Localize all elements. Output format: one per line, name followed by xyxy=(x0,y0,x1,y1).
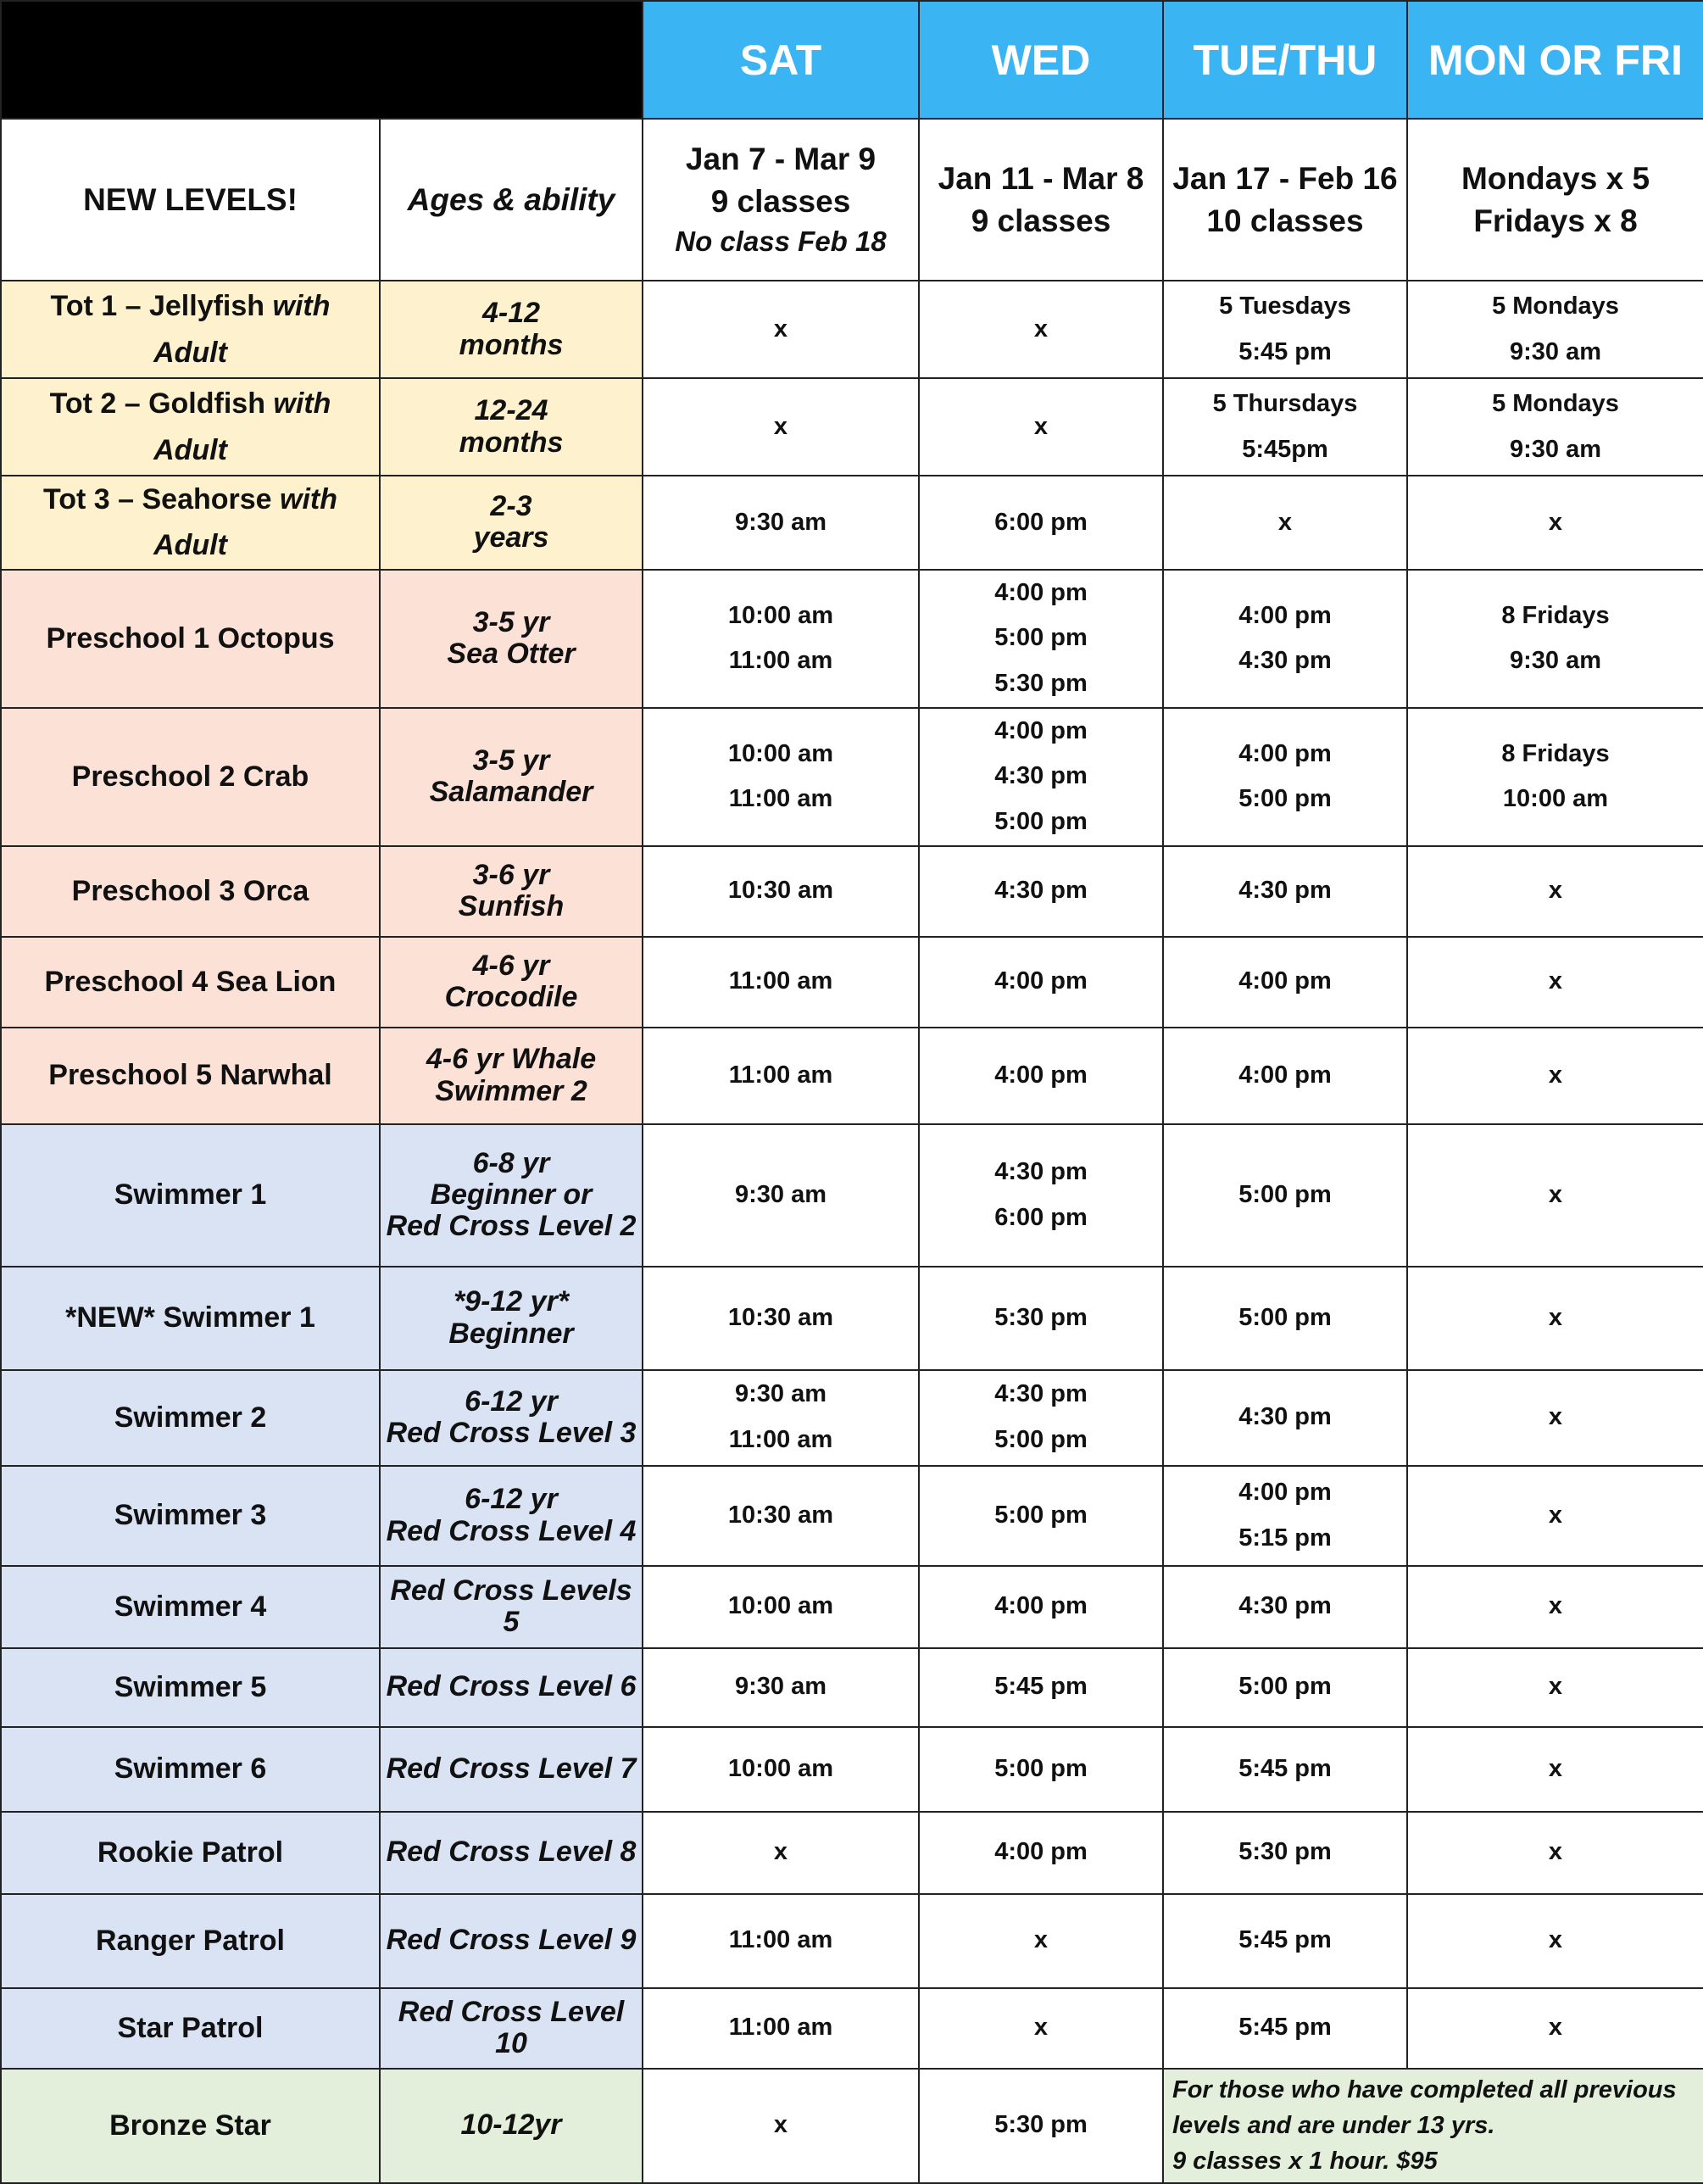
time-value: 4:00 pm xyxy=(994,578,1088,606)
ages-line: Sunfish xyxy=(458,890,565,923)
time-value: 11:00 am xyxy=(728,2014,833,2042)
header-blank-cell xyxy=(1,1,643,119)
session-wed-count: 9 classes xyxy=(971,203,1111,238)
table-row xyxy=(1,846,1703,937)
level-name: Swimmer 4 xyxy=(1,1566,380,1648)
time-sat xyxy=(643,1124,919,1267)
ages-line: Red Cross Level 6 xyxy=(386,1670,637,1703)
time-value: 10:00 am xyxy=(727,1592,834,1620)
ages-ability xyxy=(380,708,643,846)
level-adult-text: Adult xyxy=(153,336,227,369)
ages-ability xyxy=(380,1566,643,1648)
table-row xyxy=(1,1124,1703,1267)
table-row xyxy=(1,937,1703,1028)
session-monfri-mondays: Mondays x 5 xyxy=(1461,160,1650,196)
time-value: x xyxy=(1548,1180,1563,1208)
time-wed xyxy=(919,1370,1163,1466)
level-name: Swimmer 3 xyxy=(1,1466,380,1566)
table-row xyxy=(1,1648,1703,1727)
ages-ability xyxy=(380,1028,643,1124)
time-value: x xyxy=(773,1838,788,1866)
time-tuethu xyxy=(1163,937,1407,1028)
time-tuethu xyxy=(1163,708,1407,846)
time-value: 5:30 pm xyxy=(994,2111,1088,2139)
time-value: 5:00 pm xyxy=(994,807,1088,835)
time-value: x xyxy=(1548,1501,1563,1529)
time-tuethu xyxy=(1163,378,1407,476)
time-value: 5 Tuesdays xyxy=(1219,292,1351,320)
table-row xyxy=(1,1466,1703,1566)
level-name: Swimmer 1 xyxy=(1,1124,380,1267)
time-sat xyxy=(643,281,919,378)
time-value: 5:00 pm xyxy=(994,624,1088,652)
time-value: 9:30 am xyxy=(734,1380,826,1408)
time-value: 5:45pm xyxy=(1242,435,1328,463)
ages-line: 4-6 yr xyxy=(472,949,550,982)
time-wed xyxy=(919,1566,1163,1648)
session-sat-note: No class Feb 18 xyxy=(675,226,887,258)
time-wed xyxy=(919,1648,1163,1727)
time-value: x xyxy=(1548,1754,1563,1782)
session-wed-dates: Jan 11 - Mar 8 xyxy=(938,160,1144,196)
level-name: Preschool 3 Orca xyxy=(1,846,380,937)
time-sat xyxy=(643,1370,919,1466)
time-tuethu xyxy=(1163,476,1407,570)
time-value: 5:30 pm xyxy=(1238,1838,1332,1866)
time-value: 11:00 am xyxy=(728,1061,833,1089)
note-line: For those who have completed all previous xyxy=(1172,2076,1677,2104)
ages-ability xyxy=(380,1267,643,1370)
level-name-text: Tot 1 – Jellyfish xyxy=(50,290,265,323)
ages-ability xyxy=(380,846,643,937)
time-value: 4:30 pm xyxy=(994,877,1088,905)
time-value: 10:00 am xyxy=(1502,785,1609,813)
session-sat-count: 9 classes xyxy=(710,184,851,220)
day-header-row xyxy=(1,1,1703,119)
ages-ability xyxy=(380,1124,643,1267)
time-tuethu xyxy=(1163,570,1407,708)
time-value: x xyxy=(773,2111,788,2139)
time-value: 4:00 pm xyxy=(1238,1478,1332,1506)
time-value: 8 Fridays xyxy=(1501,739,1610,767)
ages-line: 2-3 xyxy=(490,490,532,522)
level-name xyxy=(1,281,380,378)
time-value: x xyxy=(1033,412,1049,440)
time-value: x xyxy=(773,315,788,343)
time-value: x xyxy=(1033,2014,1049,2042)
ages-line: 6-12 yr xyxy=(465,1483,558,1516)
time-tuethu xyxy=(1163,1028,1407,1124)
time-sat xyxy=(643,1566,919,1648)
time-tuethu xyxy=(1163,1370,1407,1466)
time-wed xyxy=(919,1028,1163,1124)
time-value: 5:00 pm xyxy=(1238,1180,1332,1208)
ages-ability xyxy=(380,378,643,476)
time-monfri xyxy=(1407,846,1703,937)
level-name-line xyxy=(7,476,374,522)
ages-line: Salamander xyxy=(429,776,593,809)
time-wed xyxy=(919,281,1163,378)
time-sat xyxy=(643,1727,919,1812)
time-monfri xyxy=(1407,1988,1703,2069)
ages-ability xyxy=(380,570,643,708)
time-value: 4:00 pm xyxy=(994,1061,1088,1089)
time-value: 5:45 pm xyxy=(1238,1926,1332,1954)
table-row xyxy=(1,1812,1703,1894)
ages-line: months xyxy=(459,426,564,459)
level-name-text: Tot 2 – Goldfish xyxy=(49,387,265,421)
time-value: 4:30 pm xyxy=(994,1157,1088,1185)
time-wed xyxy=(919,378,1163,476)
time-wed xyxy=(919,1124,1163,1267)
time-value: x xyxy=(1548,877,1563,905)
session-monfri-fridays: Fridays x 8 xyxy=(1473,203,1638,238)
level-name: Swimmer 5 xyxy=(1,1648,380,1727)
time-wed xyxy=(919,1894,1163,1988)
ages-line: 10-12yr xyxy=(460,2109,562,2142)
bronze-star-note xyxy=(1163,2069,1703,2183)
time-wed xyxy=(919,1466,1163,1566)
time-value: 10:30 am xyxy=(727,1303,834,1331)
time-value: 4:00 pm xyxy=(994,1592,1088,1620)
ages-ability xyxy=(380,1466,643,1566)
time-sat xyxy=(643,937,919,1028)
table-row xyxy=(1,1566,1703,1648)
time-value: 4:00 pm xyxy=(994,716,1088,744)
day-header-sat: SAT xyxy=(643,1,919,119)
time-monfri xyxy=(1407,570,1703,708)
ages-line: Red Cross Level 4 xyxy=(386,1514,637,1547)
time-value: 11:00 am xyxy=(728,647,833,675)
table-row xyxy=(1,281,1703,378)
session-info-row xyxy=(1,119,1703,281)
time-value: 4:00 pm xyxy=(994,967,1088,995)
time-wed xyxy=(919,1988,1163,2069)
time-value: 5:00 pm xyxy=(1238,1303,1332,1331)
time-value: 9:30 am xyxy=(1509,647,1601,675)
time-value: 10:00 am xyxy=(727,1754,834,1782)
level-with-text: with xyxy=(272,290,331,323)
ages-ability xyxy=(380,476,643,570)
time-value: 5:00 pm xyxy=(994,1426,1088,1454)
time-tuethu xyxy=(1163,1124,1407,1267)
ages-line: Sea Otter xyxy=(447,638,576,671)
time-value: 11:00 am xyxy=(728,967,833,995)
ages-line: Red Cross Level 2 xyxy=(386,1210,637,1243)
time-value: x xyxy=(1548,1061,1563,1089)
time-value: 5:00 pm xyxy=(1238,785,1332,813)
time-tuethu xyxy=(1163,1466,1407,1566)
ages-ability xyxy=(380,1894,643,1988)
time-monfri xyxy=(1407,937,1703,1028)
time-value: x xyxy=(1033,315,1049,343)
ages-line: 12-24 xyxy=(474,394,548,427)
table-row xyxy=(1,378,1703,476)
ages-line: Red Cross Levels 5 xyxy=(390,1574,632,1639)
time-wed xyxy=(919,708,1163,846)
level-column-heading: NEW LEVELS! xyxy=(1,119,380,281)
time-value: 10:00 am xyxy=(727,601,834,629)
time-value: x xyxy=(1033,1926,1049,1954)
time-value: 6:00 pm xyxy=(994,1203,1088,1231)
ages-line: 3-6 yr xyxy=(472,858,550,891)
ages-line: 6-12 yr xyxy=(465,1384,558,1418)
time-wed xyxy=(919,570,1163,708)
ages-ability xyxy=(380,1727,643,1812)
time-value: x xyxy=(1548,1403,1563,1431)
session-sat-dates: Jan 7 - Mar 9 xyxy=(685,142,877,177)
time-value: 5:30 pm xyxy=(994,670,1088,698)
session-wed xyxy=(919,119,1163,281)
time-value: x xyxy=(1548,1673,1563,1701)
time-tuethu xyxy=(1163,1894,1407,1988)
table-row xyxy=(1,1988,1703,2069)
note-line: levels and are under 13 yrs. xyxy=(1172,2112,1495,2140)
time-value: 4:00 pm xyxy=(1238,739,1332,767)
time-value: x xyxy=(1548,1592,1563,1620)
table-row xyxy=(1,1028,1703,1124)
session-tuethu-dates: Jan 17 - Feb 16 xyxy=(1172,160,1398,196)
ages-ability xyxy=(380,281,643,378)
table-row xyxy=(1,1727,1703,1812)
time-value: 4:30 pm xyxy=(1238,647,1332,675)
ages-line: Red Cross Level 3 xyxy=(386,1417,637,1450)
time-monfri xyxy=(1407,1028,1703,1124)
session-tuethu xyxy=(1163,119,1407,281)
ages-line: 3-5 yr xyxy=(472,605,550,638)
level-name: Preschool 1 Octopus xyxy=(1,570,380,708)
time-value: 5:15 pm xyxy=(1238,1524,1332,1552)
time-tuethu xyxy=(1163,1648,1407,1727)
ages-line: Swimmer 2 xyxy=(435,1074,587,1107)
time-value: x xyxy=(1548,2014,1563,2042)
level-with-text: with xyxy=(280,483,337,515)
level-name xyxy=(1,378,380,476)
level-name: Swimmer 2 xyxy=(1,1370,380,1466)
ages-ability xyxy=(380,2069,643,2183)
time-value: 4:30 pm xyxy=(1238,1592,1332,1620)
time-value: 5:45 pm xyxy=(1238,337,1332,365)
time-sat xyxy=(643,1812,919,1894)
time-value: 5:45 pm xyxy=(1238,1754,1332,1782)
table-row xyxy=(1,1370,1703,1466)
time-value: 11:00 am xyxy=(728,1926,833,1954)
time-value: x xyxy=(1277,508,1293,536)
time-sat xyxy=(643,1648,919,1727)
time-value: 4:00 pm xyxy=(1238,967,1332,995)
level-name-line xyxy=(7,381,374,426)
time-value: 8 Fridays xyxy=(1501,601,1610,629)
level-name: Swimmer 6 xyxy=(1,1727,380,1812)
table-row xyxy=(1,708,1703,846)
time-value: 11:00 am xyxy=(728,1426,833,1454)
time-tuethu xyxy=(1163,846,1407,937)
time-monfri xyxy=(1407,1124,1703,1267)
time-value: 5 Mondays xyxy=(1492,292,1619,320)
time-tuethu xyxy=(1163,1727,1407,1812)
time-wed xyxy=(919,846,1163,937)
level-name-line xyxy=(7,283,374,329)
time-sat xyxy=(643,1028,919,1124)
session-sat xyxy=(643,119,919,281)
ages-line: Red Cross Level 8 xyxy=(386,1836,637,1869)
time-wed xyxy=(919,1812,1163,1894)
level-adult-text: Adult xyxy=(153,529,227,562)
time-value: 9:30 am xyxy=(1509,337,1601,365)
level-name: Preschool 2 Crab xyxy=(1,708,380,846)
note-line: 9 classes x 1 hour. $95 xyxy=(1172,2148,1438,2176)
time-value: x xyxy=(1548,1838,1563,1866)
time-value: 9:30 am xyxy=(734,1180,826,1208)
day-header-wed: WED xyxy=(919,1,1163,119)
level-name: Preschool 4 Sea Lion xyxy=(1,937,380,1028)
time-value: 9:30 am xyxy=(1509,435,1601,463)
day-header-monfri: MON OR FRI xyxy=(1407,1,1703,119)
time-monfri xyxy=(1407,1812,1703,1894)
time-monfri xyxy=(1407,1894,1703,1988)
time-sat xyxy=(643,1466,919,1566)
time-value: 5:45 pm xyxy=(1238,2014,1332,2042)
ages-ability xyxy=(380,1370,643,1466)
time-sat xyxy=(643,570,919,708)
time-monfri xyxy=(1407,476,1703,570)
time-tuethu xyxy=(1163,1267,1407,1370)
time-value: 9:30 am xyxy=(734,508,826,536)
time-value: 5:30 pm xyxy=(994,1303,1088,1331)
time-monfri xyxy=(1407,1648,1703,1727)
time-wed xyxy=(919,1267,1163,1370)
time-wed xyxy=(919,2069,1163,2183)
time-value: 10:30 am xyxy=(727,1501,834,1529)
table-row xyxy=(1,1894,1703,1988)
time-monfri xyxy=(1407,281,1703,378)
day-header-tuethu: TUE/THU xyxy=(1163,1,1407,119)
time-tuethu xyxy=(1163,1566,1407,1648)
time-monfri xyxy=(1407,1466,1703,1566)
ages-line: Red Cross Level 7 xyxy=(386,1752,637,1785)
time-value: 5:00 pm xyxy=(1238,1673,1332,1701)
time-value: 4:30 pm xyxy=(1238,1403,1332,1431)
session-monfri xyxy=(1407,119,1703,281)
time-value: x xyxy=(1548,1303,1563,1331)
time-sat xyxy=(643,2069,919,2183)
ages-line: 4-6 yr Whale xyxy=(426,1043,597,1076)
table-row xyxy=(1,570,1703,708)
table-row xyxy=(1,476,1703,570)
time-value: 4:00 pm xyxy=(1238,601,1332,629)
time-tuethu xyxy=(1163,281,1407,378)
level-name: Preschool 5 Narwhal xyxy=(1,1028,380,1124)
time-value: 4:30 pm xyxy=(994,1380,1088,1408)
time-value: x xyxy=(1548,1926,1563,1954)
ages-ability xyxy=(380,1648,643,1727)
ages-line: Crocodile xyxy=(444,981,578,1014)
time-value: 9:30 am xyxy=(734,1673,826,1701)
time-value: 4:30 pm xyxy=(1238,877,1332,905)
time-monfri xyxy=(1407,378,1703,476)
level-adult-text: Adult xyxy=(153,433,227,466)
ages-line: *9-12 yr* xyxy=(453,1285,570,1318)
time-monfri xyxy=(1407,1566,1703,1648)
time-sat xyxy=(643,708,919,846)
time-value: x xyxy=(773,412,788,440)
level-name: Star Patrol xyxy=(1,1988,380,2069)
level-with-text: with xyxy=(273,387,331,421)
session-tuethu-count: 10 classes xyxy=(1206,203,1364,238)
level-name: *NEW* Swimmer 1 xyxy=(1,1267,380,1370)
ages-ability xyxy=(380,937,643,1028)
table-row xyxy=(1,2069,1703,2183)
time-monfri xyxy=(1407,1727,1703,1812)
time-value: 5 Thursdays xyxy=(1212,389,1358,417)
time-value: 5:00 pm xyxy=(994,1501,1088,1529)
time-sat xyxy=(643,1988,919,2069)
ages-line: Red Cross Level 9 xyxy=(386,1924,637,1957)
time-value: 5 Mondays xyxy=(1492,389,1619,417)
level-name: Ranger Patrol xyxy=(1,1894,380,1988)
time-value: x xyxy=(1548,967,1563,995)
ages-line: 3-5 yr xyxy=(472,744,550,777)
time-tuethu xyxy=(1163,1812,1407,1894)
time-monfri xyxy=(1407,1267,1703,1370)
time-sat xyxy=(643,846,919,937)
time-monfri xyxy=(1407,1370,1703,1466)
time-monfri xyxy=(1407,708,1703,846)
time-value: 4:30 pm xyxy=(994,762,1088,790)
ages-column-heading: Ages & ability xyxy=(380,119,643,281)
time-sat xyxy=(643,1267,919,1370)
table-row xyxy=(1,1267,1703,1370)
time-value: x xyxy=(1548,508,1563,536)
ages-ability xyxy=(380,1812,643,1894)
ages-line: Beginner or xyxy=(430,1178,593,1211)
time-wed xyxy=(919,1727,1163,1812)
time-sat xyxy=(643,476,919,570)
time-value: 11:00 am xyxy=(728,785,833,813)
ages-line: months xyxy=(459,328,564,361)
level-name xyxy=(1,476,380,570)
ages-line: 4-12 xyxy=(481,297,541,330)
time-value: 5:00 pm xyxy=(994,1754,1088,1782)
ages-line: years xyxy=(473,521,549,554)
time-value: 10:00 am xyxy=(727,739,834,767)
time-wed xyxy=(919,937,1163,1028)
time-value: 4:00 pm xyxy=(994,1838,1088,1866)
level-name: Rookie Patrol xyxy=(1,1812,380,1894)
time-value: 5:45 pm xyxy=(994,1673,1088,1701)
ages-ability xyxy=(380,1988,643,2069)
time-wed xyxy=(919,476,1163,570)
time-value: 10:30 am xyxy=(727,877,834,905)
time-value: 6:00 pm xyxy=(994,508,1088,536)
ages-line: Beginner xyxy=(448,1317,574,1350)
time-tuethu xyxy=(1163,1988,1407,2069)
ages-line: Red Cross Level 10 xyxy=(398,1995,625,2060)
time-sat xyxy=(643,378,919,476)
level-name-text: Tot 3 – Seahorse xyxy=(42,483,272,515)
ages-line: 6-8 yr xyxy=(472,1146,550,1179)
time-value: 4:00 pm xyxy=(1238,1061,1332,1089)
time-sat xyxy=(643,1894,919,1988)
level-name: Bronze Star xyxy=(1,2069,380,2183)
